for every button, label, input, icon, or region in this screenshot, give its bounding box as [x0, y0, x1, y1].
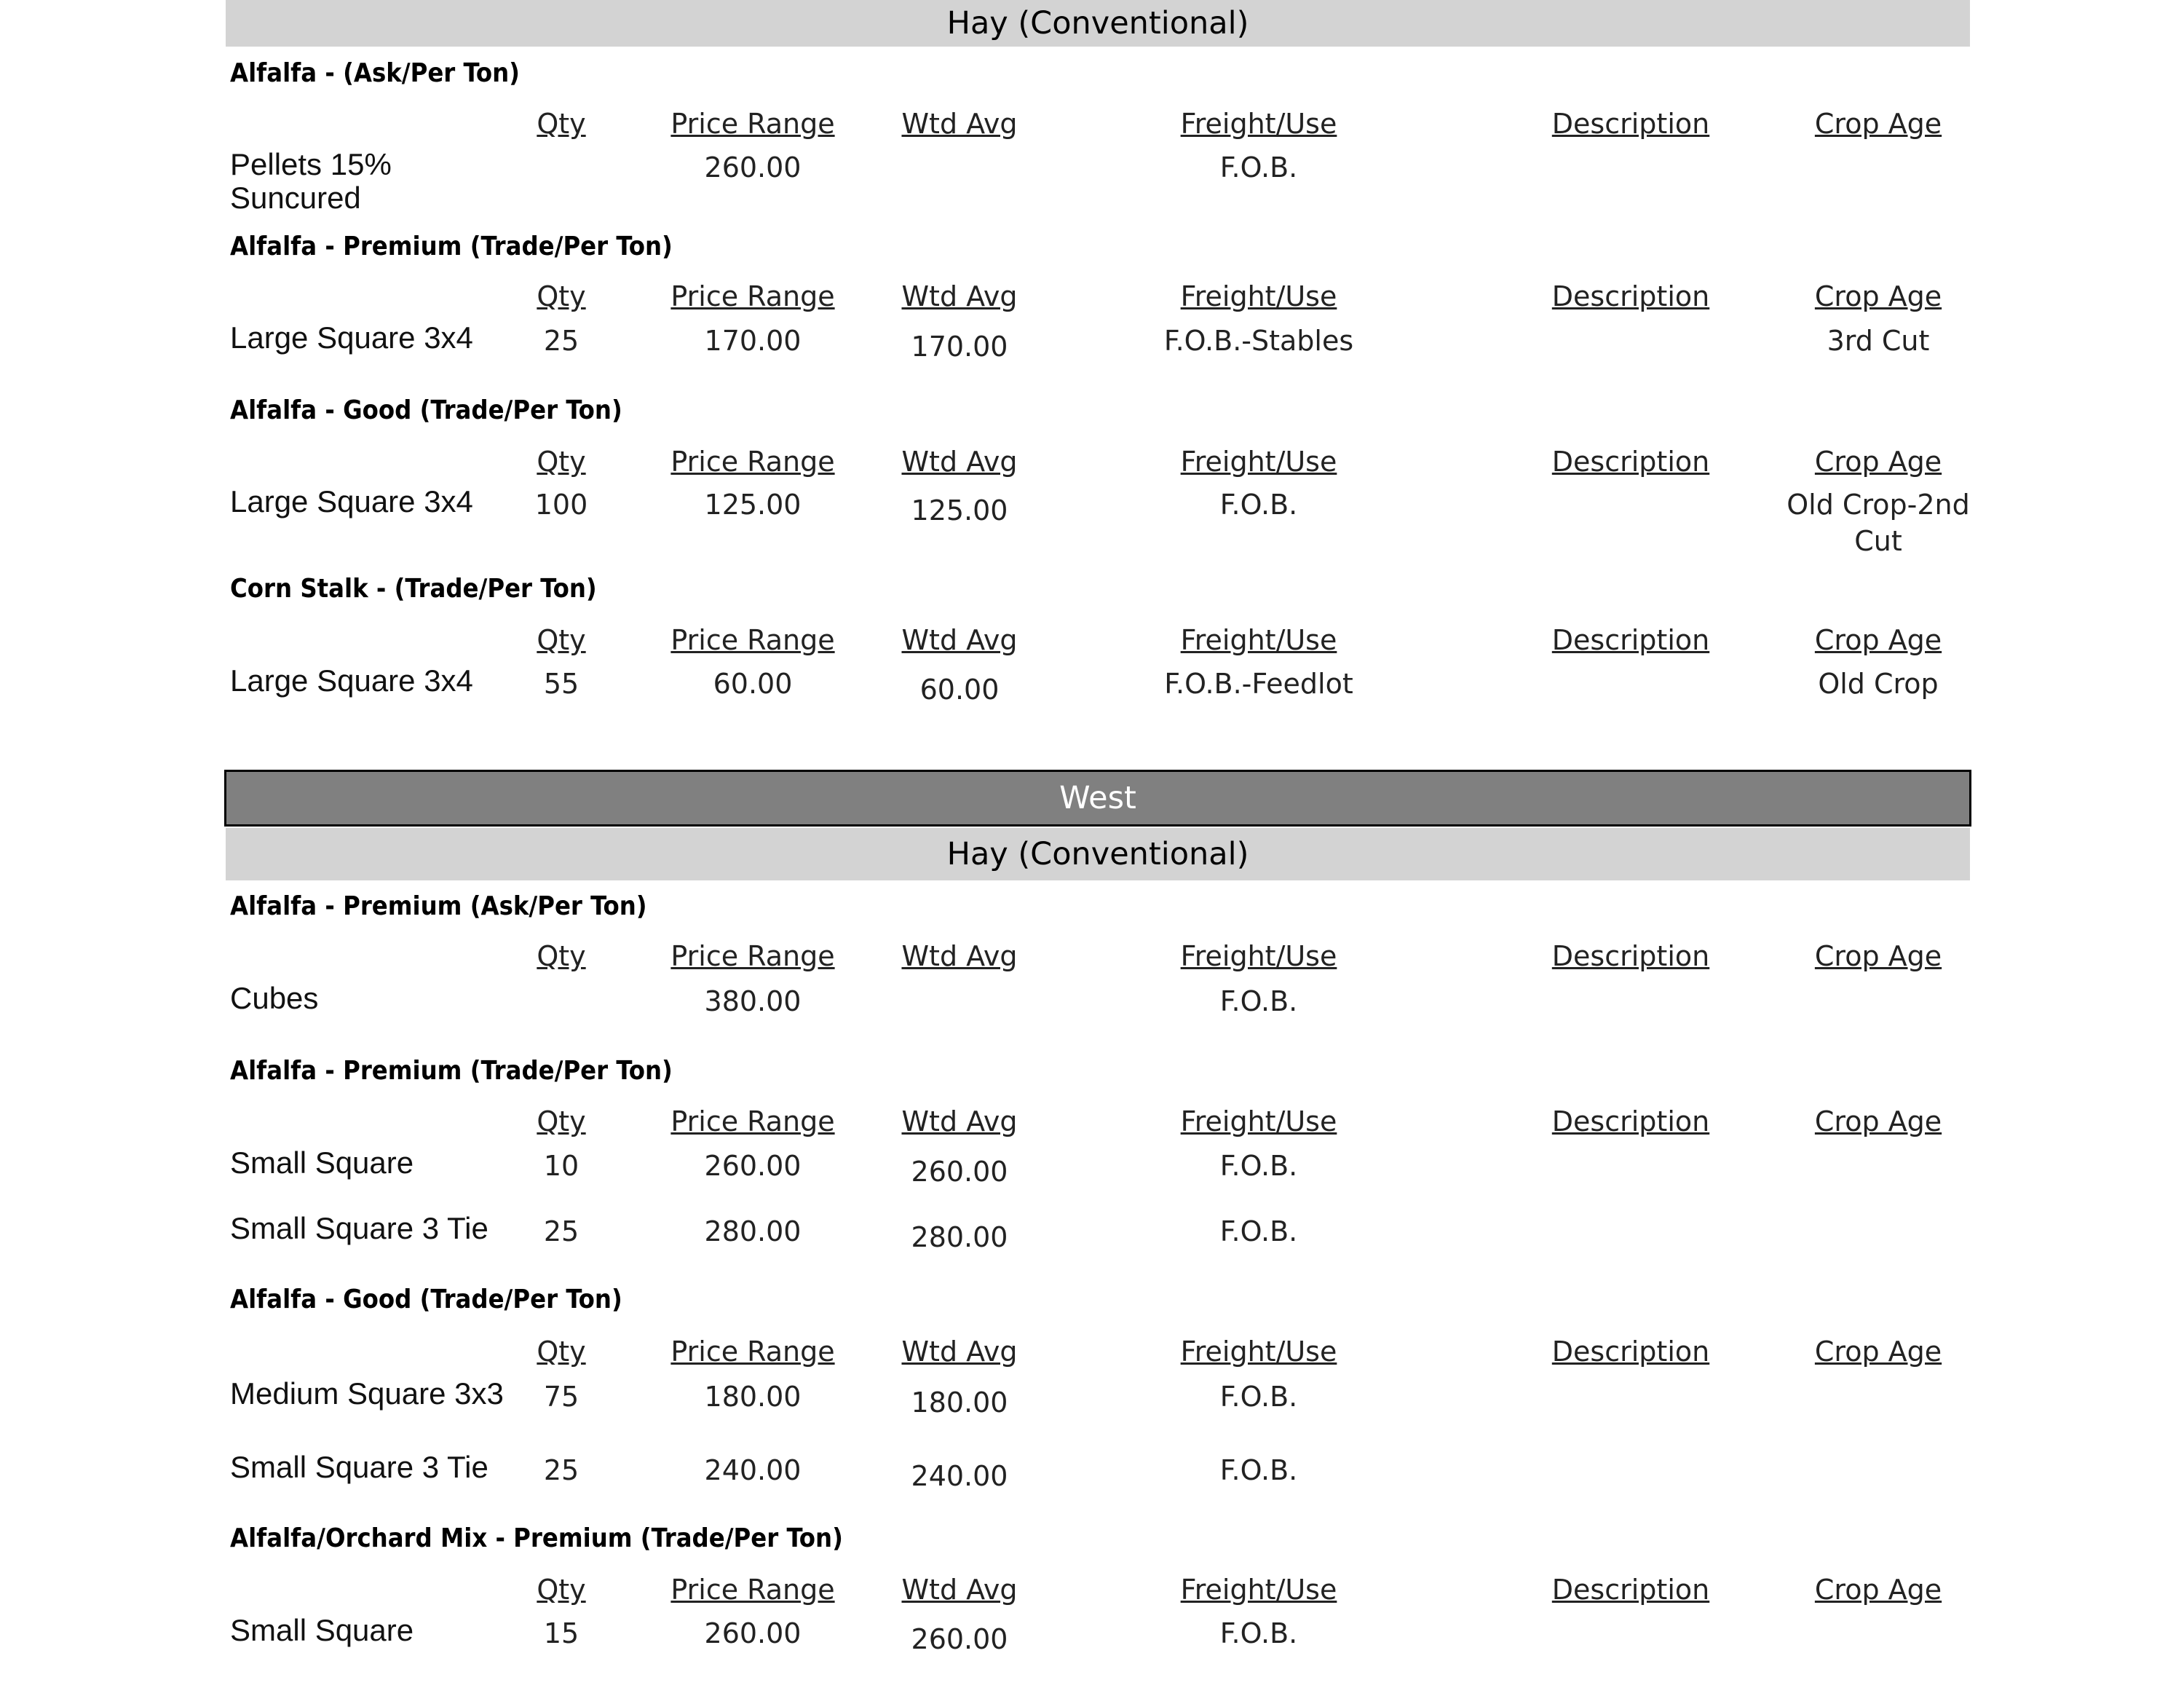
qty-value: 100 — [534, 489, 588, 521]
col-header-crop-age: Crop Age — [1814, 940, 1942, 972]
col-header-wtd-avg: Wtd Avg — [901, 1574, 1018, 1606]
col-header-crop-age: Crop Age — [1814, 1574, 1942, 1606]
col-header-freight-use: Freight/Use — [1180, 1336, 1337, 1368]
wtd-avg-value: 260.00 — [911, 1156, 1008, 1188]
col-header-wtd-avg: Wtd Avg — [901, 446, 1018, 478]
col-header-description: Description — [1551, 1574, 1710, 1606]
freight-use-value: F.O.B. — [1219, 1381, 1298, 1413]
col-header-wtd-avg: Wtd Avg — [901, 108, 1018, 140]
col-header-crop-age: Crop Age — [1814, 624, 1942, 656]
wtd-avg-value: 170.00 — [911, 331, 1008, 363]
col-header-freight-use: Freight/Use — [1180, 940, 1337, 972]
section-band-hay-conventional: Hay (Conventional) — [226, 0, 1970, 47]
price-range-value: 125.00 — [704, 489, 802, 521]
freight-use-value: F.O.B.-Stables — [1163, 325, 1354, 357]
col-header-description: Description — [1551, 940, 1710, 972]
price-range-value: 170.00 — [704, 325, 802, 357]
qty-value: 55 — [543, 668, 579, 700]
product-name: Pellets 15% Suncured — [230, 147, 392, 215]
category-title: Alfalfa - (Ask/Per Ton) — [230, 58, 520, 88]
qty-value: 10 — [543, 1150, 579, 1182]
col-header-price-range: Price Range — [670, 940, 835, 972]
price-range-value: 260.00 — [704, 1617, 802, 1649]
freight-use-value: F.O.B. — [1219, 1215, 1298, 1247]
col-header-wtd-avg: Wtd Avg — [901, 624, 1018, 656]
crop-age-value: 3rd Cut — [1827, 325, 1930, 357]
col-header-crop-age: Crop Age — [1814, 446, 1942, 478]
section-band-hay-conventional: Hay (Conventional) — [226, 828, 1970, 880]
category-title: Alfalfa/Orchard Mix - Premium (Trade/Per Ton) — [230, 1523, 843, 1553]
col-header-freight-use: Freight/Use — [1180, 280, 1337, 312]
wtd-avg-value: 280.00 — [911, 1221, 1008, 1253]
product-name: Large Square 3x4 — [230, 484, 473, 518]
category-title: Alfalfa - Premium (Ask/Per Ton) — [230, 891, 647, 921]
wtd-avg-value: 240.00 — [911, 1460, 1008, 1492]
category-title: Alfalfa - Premium (Trade/Per Ton) — [230, 1056, 673, 1086]
product-name: Small Square 3 Tie — [230, 1450, 488, 1484]
col-header-description: Description — [1551, 446, 1710, 478]
price-range-value: 380.00 — [704, 985, 802, 1017]
qty-value: 25 — [543, 1454, 579, 1486]
crop-age-value: Old Crop — [1818, 668, 1939, 700]
col-header-price-range: Price Range — [670, 624, 835, 656]
price-range-value: 240.00 — [704, 1454, 802, 1486]
price-range-value: 280.00 — [704, 1215, 802, 1247]
col-header-description: Description — [1551, 1105, 1710, 1137]
col-header-qty: Qty — [537, 280, 586, 312]
col-header-wtd-avg: Wtd Avg — [901, 1336, 1018, 1368]
qty-value: 15 — [543, 1617, 579, 1649]
col-header-crop-age: Crop Age — [1814, 1336, 1942, 1368]
price-range-value: 260.00 — [704, 151, 802, 184]
col-header-freight-use: Freight/Use — [1180, 624, 1337, 656]
freight-use-value: F.O.B. — [1219, 985, 1298, 1017]
col-header-description: Description — [1551, 108, 1710, 140]
col-header-price-range: Price Range — [670, 280, 835, 312]
price-range-value: 180.00 — [704, 1381, 802, 1413]
col-header-wtd-avg: Wtd Avg — [901, 280, 1018, 312]
product-name: Small Square — [230, 1613, 414, 1647]
col-header-description: Description — [1551, 1336, 1710, 1368]
product-name: Small Square — [230, 1145, 414, 1180]
col-header-qty: Qty — [537, 446, 586, 478]
col-header-price-range: Price Range — [670, 1105, 835, 1137]
col-header-crop-age: Crop Age — [1814, 1105, 1942, 1137]
category-title: Alfalfa - Good (Trade/Per Ton) — [230, 395, 622, 425]
product-name: Cubes — [230, 981, 319, 1015]
category-title: Alfalfa - Good (Trade/Per Ton) — [230, 1285, 622, 1314]
freight-use-value: F.O.B. — [1219, 1617, 1298, 1649]
freight-use-value: F.O.B. — [1219, 1454, 1298, 1486]
wtd-avg-value: 180.00 — [911, 1387, 1008, 1419]
qty-value: 25 — [543, 1215, 579, 1247]
freight-use-value: F.O.B.-Feedlot — [1164, 668, 1353, 700]
freight-use-value: F.O.B. — [1219, 489, 1298, 521]
price-range-value: 260.00 — [704, 1150, 802, 1182]
col-header-price-range: Price Range — [670, 446, 835, 478]
col-header-qty: Qty — [537, 1336, 586, 1368]
col-header-price-range: Price Range — [670, 1574, 835, 1606]
category-title: Alfalfa - Premium (Trade/Per Ton) — [230, 232, 673, 261]
category-title: Corn Stalk - (Trade/Per Ton) — [230, 574, 597, 604]
freight-use-value: F.O.B. — [1219, 1150, 1298, 1182]
col-header-wtd-avg: Wtd Avg — [901, 1105, 1018, 1137]
qty-value: 75 — [543, 1381, 579, 1413]
product-name: Large Square 3x4 — [230, 663, 473, 698]
col-header-freight-use: Freight/Use — [1180, 1574, 1337, 1606]
col-header-qty: Qty — [537, 1105, 586, 1137]
wtd-avg-value: 125.00 — [911, 494, 1008, 526]
product-name: Small Square 3 Tie — [230, 1211, 488, 1245]
product-name: Large Square 3x4 — [230, 320, 473, 355]
col-header-description: Description — [1551, 624, 1710, 656]
wtd-avg-value: 60.00 — [919, 674, 1000, 706]
qty-value: 25 — [543, 325, 579, 357]
col-header-wtd-avg: Wtd Avg — [901, 940, 1018, 972]
freight-use-value: F.O.B. — [1219, 151, 1298, 184]
col-header-crop-age: Crop Age — [1814, 280, 1942, 312]
col-header-qty: Qty — [537, 1574, 586, 1606]
col-header-price-range: Price Range — [670, 1336, 835, 1368]
col-header-description: Description — [1551, 280, 1710, 312]
wtd-avg-value: 260.00 — [911, 1623, 1008, 1655]
col-header-freight-use: Freight/Use — [1180, 1105, 1337, 1137]
price-range-value: 60.00 — [713, 668, 793, 700]
crop-age-value: Old Crop-2nd Cut — [1787, 489, 1970, 557]
col-header-crop-age: Crop Age — [1814, 108, 1942, 140]
col-header-freight-use: Freight/Use — [1180, 108, 1337, 140]
product-name: Medium Square 3x3 — [230, 1376, 504, 1411]
col-header-qty: Qty — [537, 624, 586, 656]
region-band-west: West — [224, 770, 1971, 827]
col-header-price-range: Price Range — [670, 108, 835, 140]
col-header-freight-use: Freight/Use — [1180, 446, 1337, 478]
col-header-qty: Qty — [537, 940, 586, 972]
col-header-qty: Qty — [537, 108, 586, 140]
